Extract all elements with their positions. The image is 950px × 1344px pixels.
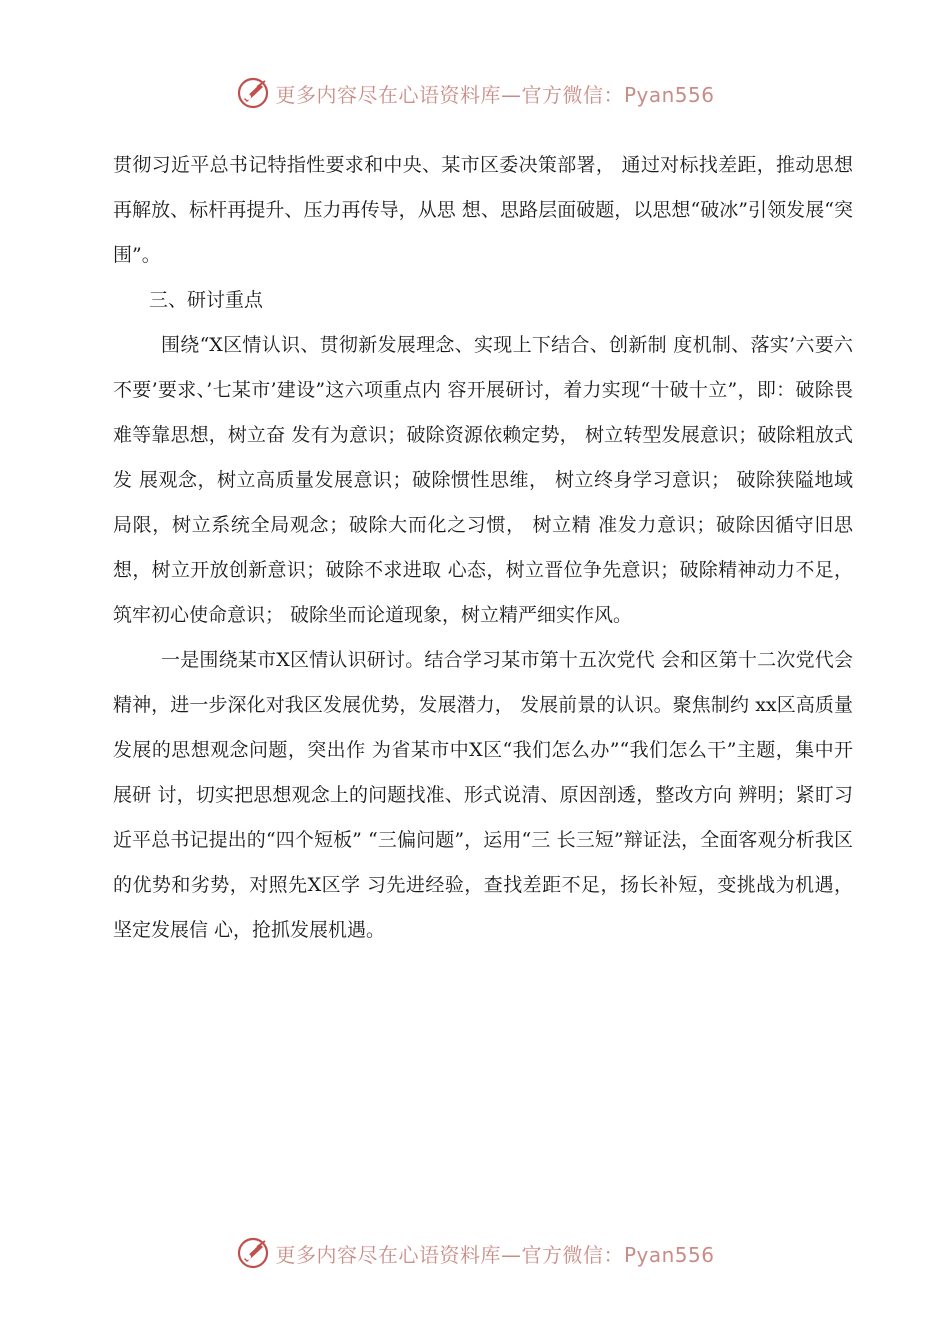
document-body: [113, 143, 853, 953]
watermark-banner-top: [0, 71, 950, 115]
pen-circle-logo-icon: [235, 1235, 271, 1271]
paragraph-1: 贯彻习近平总书记特指性要求和中央、某市区委决策部署， 通过对标找差距，推动思想再解放、标杆再提升、压力再传导，从思 想、思路层面破题，以思想“破冰”引领发展“突围”。: [113, 154, 853, 266]
watermark-text: 更多内容尽在心语资料库—官方微信：Pyan556: [275, 1242, 715, 1267]
section-heading-3: 三、研讨重点: [149, 289, 264, 311]
watermark-text: 更多内容尽在心语资料库—官方微信：Pyan556: [275, 82, 715, 107]
pen-circle-logo-icon: [235, 75, 271, 111]
paragraph-3: 一是围绕某市X区情认识研讨。结合学习某市第十五次党代 会和区第十二次党代会精神，进一步深化对我区发展优势，发展潜力， 发展前景的认识。聚焦制约 xx区高质量发展的思想观念问题，突出作 为省某市中X区“我们怎么办”“我们怎么干”主题，集中开展研 讨，切实把思想观念上的问题找准、形式说清、原因剖透，整改方向 辨明；紧盯习近平总书记提出的“四个短板” “三偏问题”，运用“三 长三短”辩证法，全面客观分析我区的优势和劣势，对照先X区学 习先进经验，查找差距不足，扬长补短，变挑战为机遇，坚定发展信 心，抢抓发展机遇。: [113, 649, 853, 941]
paragraph-2: 围绕“X区情认识、贯彻新发展理念、实现上下结合、创新制 度机制、落实’六要六不要’要求、’七某市’建设”这六项重点内 容开展研讨，着力实现“十破十立”，即：破除畏难等靠思想，树立奋 发有为意识；破除资源依赖定势， 树立转型发展意识；破除粗放式发 展观念，树立高质量发展意识；破除惯性思维， 树立终身学习意识； 破除狭隘地域局限，树立系统全局观念；破除大而化之习惯， 树立精 准发力意识；破除因循守旧思想，树立开放创新意识；破除不求进取 心态，树立晋位争先意识；破除精神动力不足，筑牢初心使命意识； 破除坐而论道现象，树立精严细实作风。: [113, 334, 853, 626]
watermark-banner-bottom: [0, 1231, 950, 1275]
